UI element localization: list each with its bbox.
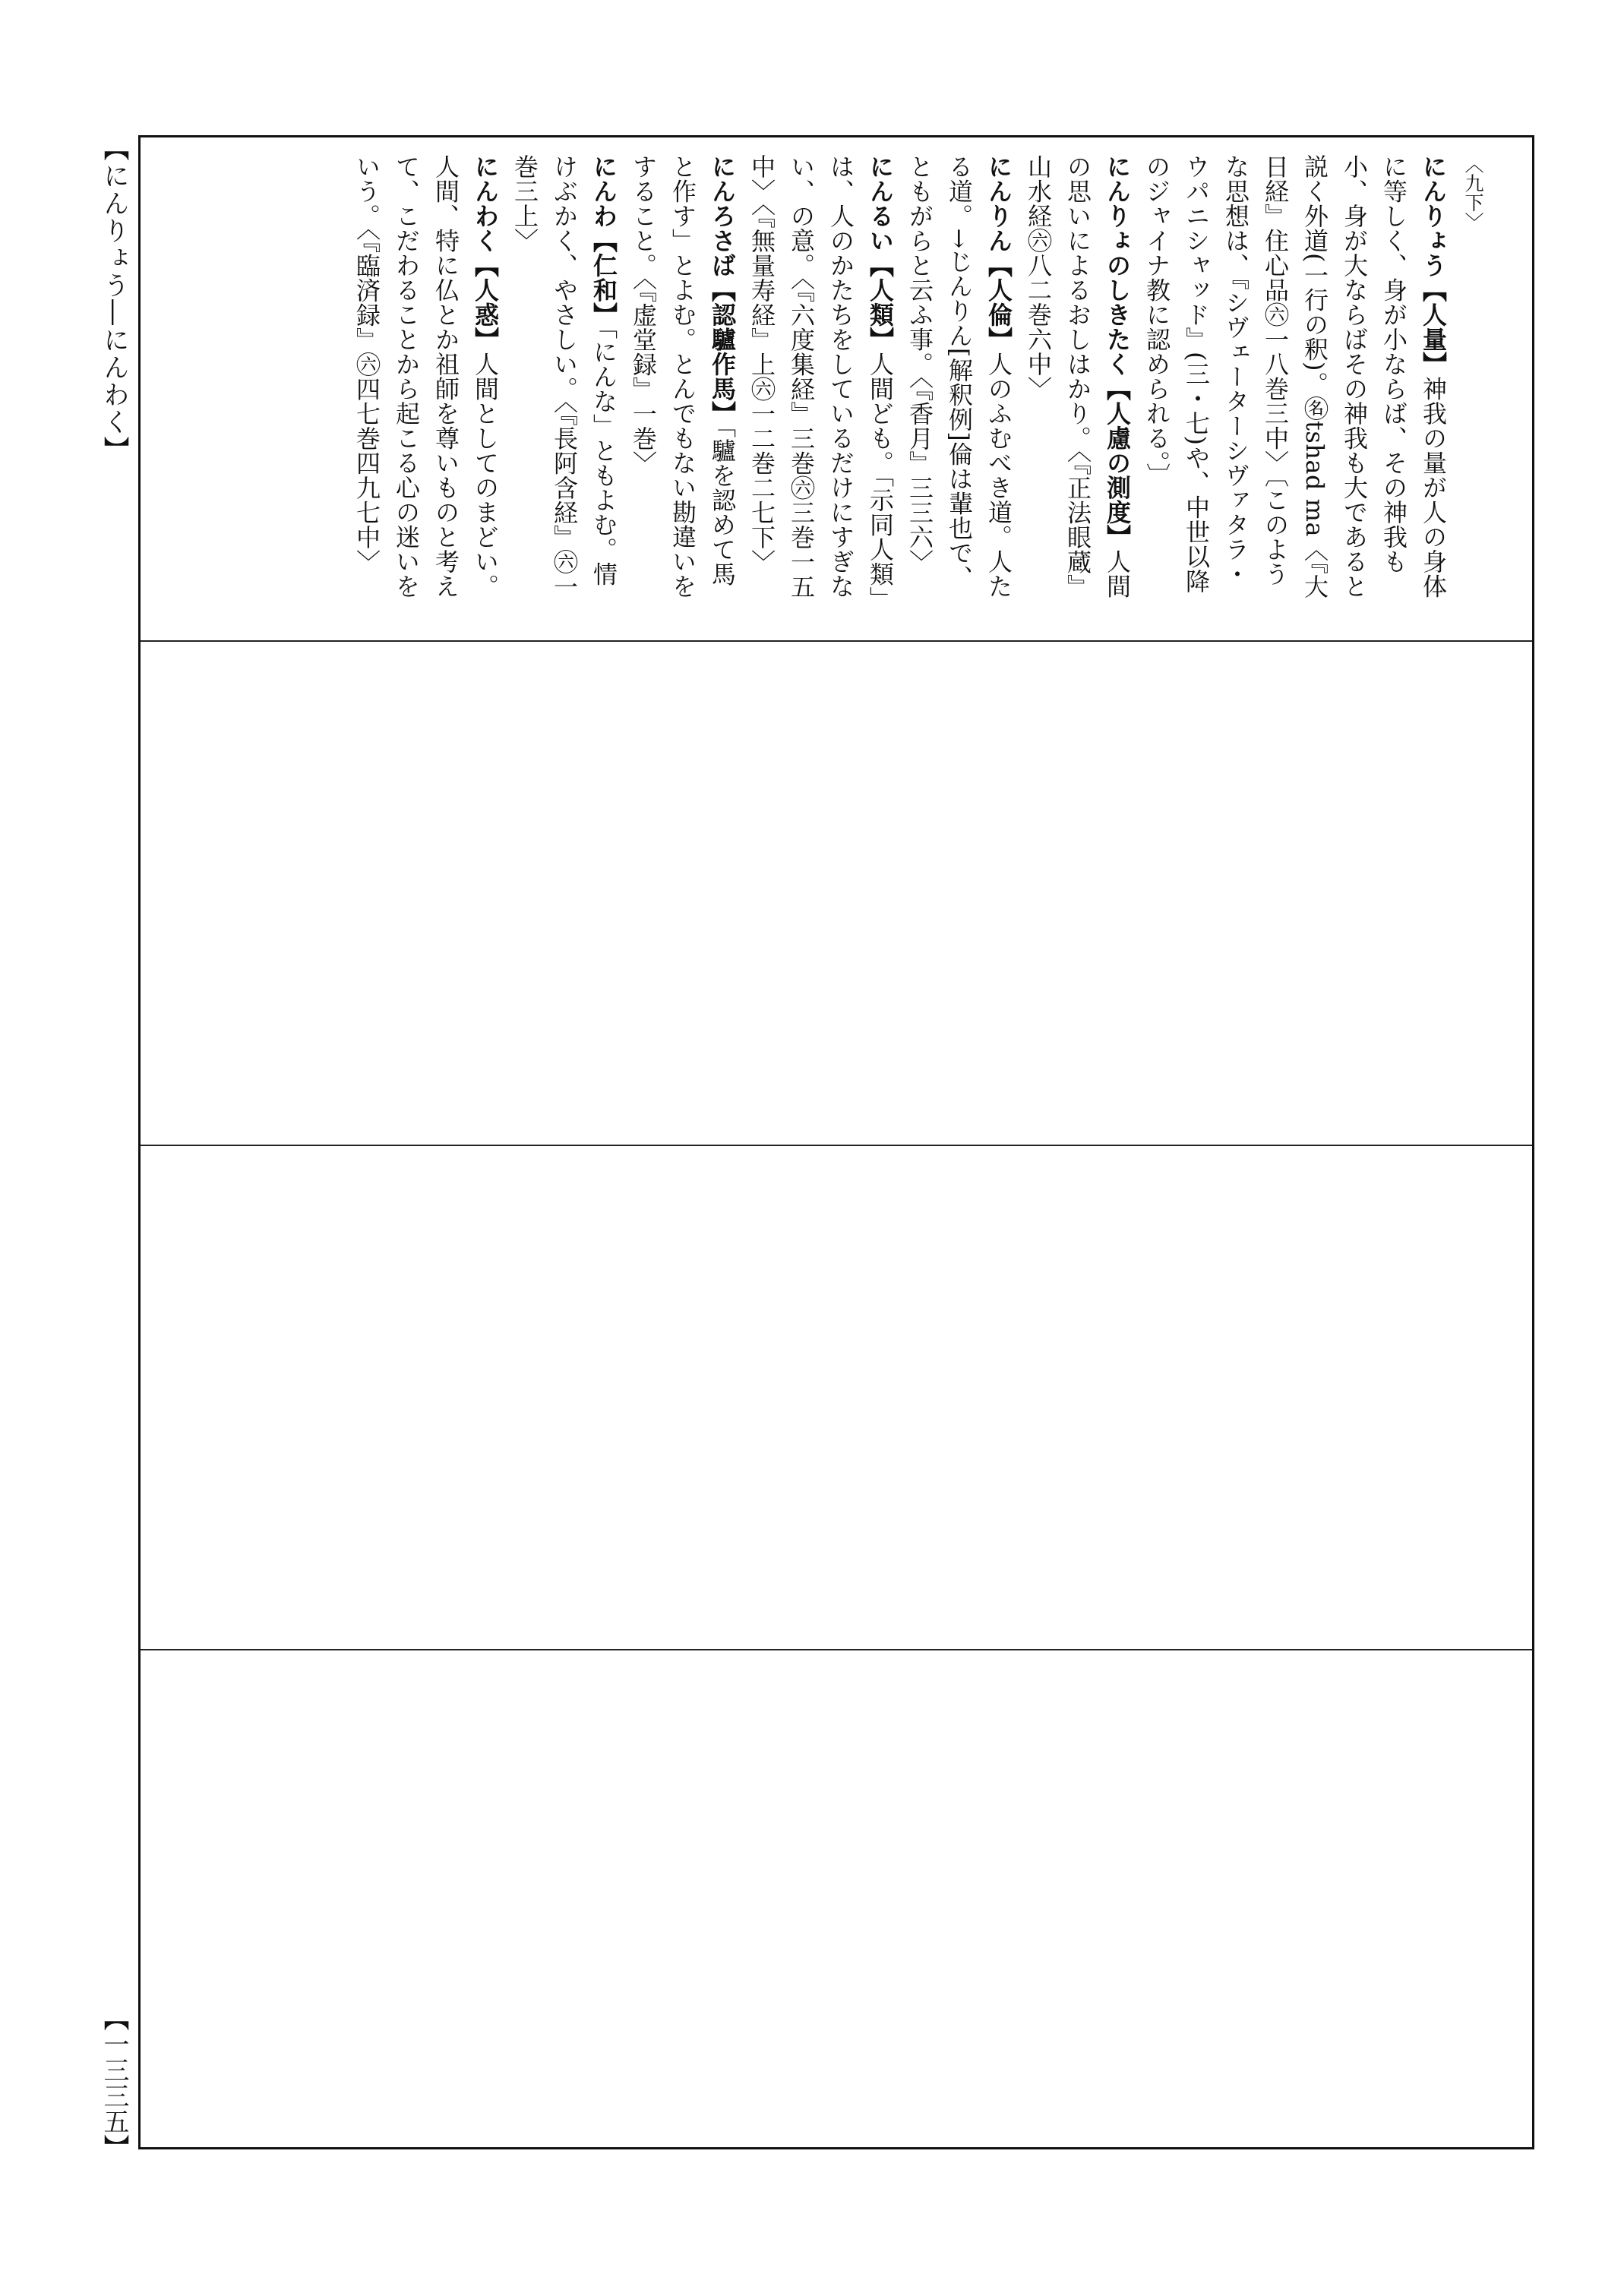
tier-divider xyxy=(141,1649,1532,1650)
page-frame xyxy=(138,135,1534,2149)
entry-body: 人のふむべき道。人たる道。→じんりん[解釈例]倫は輩也で、ともがらと云ふ事。〈『香月』三三六〉 xyxy=(905,154,1013,599)
entry-headword: にんるい【人類】 xyxy=(866,154,895,352)
entry-headword: にんろさば【認驢作馬】 xyxy=(708,154,737,426)
tier-divider xyxy=(141,640,1532,642)
page-number: 【一三三五】 xyxy=(99,2005,129,2160)
continuation-marker: 〈九下〉 xyxy=(1462,154,1484,232)
entry-body: 人間としてのまどい。人間、特に仏とか祖師を尊いものと考えて、こだわることから起こる心の迷いをいう。〈『臨済録』㊅四七巻四九七中〉 xyxy=(352,154,500,599)
entry xyxy=(624,154,742,610)
entry-headword: にんりょのしきたく【人慮の測度】 xyxy=(1103,154,1132,549)
dictionary-entries xyxy=(352,154,1493,610)
running-head: 【にんりょう―にんわく】 xyxy=(99,135,129,463)
entry-body: 神我の量が人の身体に等しく、身が小ならば、その神我も小、身が大ならばその神我も大であると説く外道(一行の釈)。㊔tshad ma〈『大日経』住心品㊅一八巻三中〉〔このような思想は、『シヴェーターシヴァタラ・ウパニシャッド』(三・七)や、中世以降のジャイナ教に認められる。〕 xyxy=(1142,154,1448,599)
entry xyxy=(1137,154,1453,610)
entry-headword: にんりょう【人量】 xyxy=(1419,154,1448,377)
entry-body: 人間ども。「示同人類」は、人のかたちをしているだけにすぎない、の意。〈『六度集経』三巻㊅三巻一五中〉〈『無量寿経』上㊅一二巻二七下〉 xyxy=(747,154,895,599)
entry-body: 「驢を認めて馬と作す」とよむ。とんでもない勘違いをすること。〈『虚堂録』一巻〉 xyxy=(629,154,737,599)
entry-headword: にんわ【仁和】 xyxy=(589,154,618,327)
entry-body: 「にんな」ともよむ。情けぶかく、やさしい。〈『長阿含経』㊅一巻三上〉 xyxy=(510,154,618,599)
entry xyxy=(1019,154,1137,610)
entry xyxy=(900,154,1019,610)
entry-headword: にんわく【人惑】 xyxy=(471,154,500,352)
entry-headword: にんりん【人倫】 xyxy=(984,154,1013,352)
entry xyxy=(505,154,624,610)
tier-divider xyxy=(141,1145,1532,1146)
entry xyxy=(347,154,505,610)
entry-body: 人間の思いによるおしはかり。〈『正法眼蔵』山水経㊅八二巻六中〉 xyxy=(1024,154,1132,599)
entry xyxy=(742,154,900,610)
